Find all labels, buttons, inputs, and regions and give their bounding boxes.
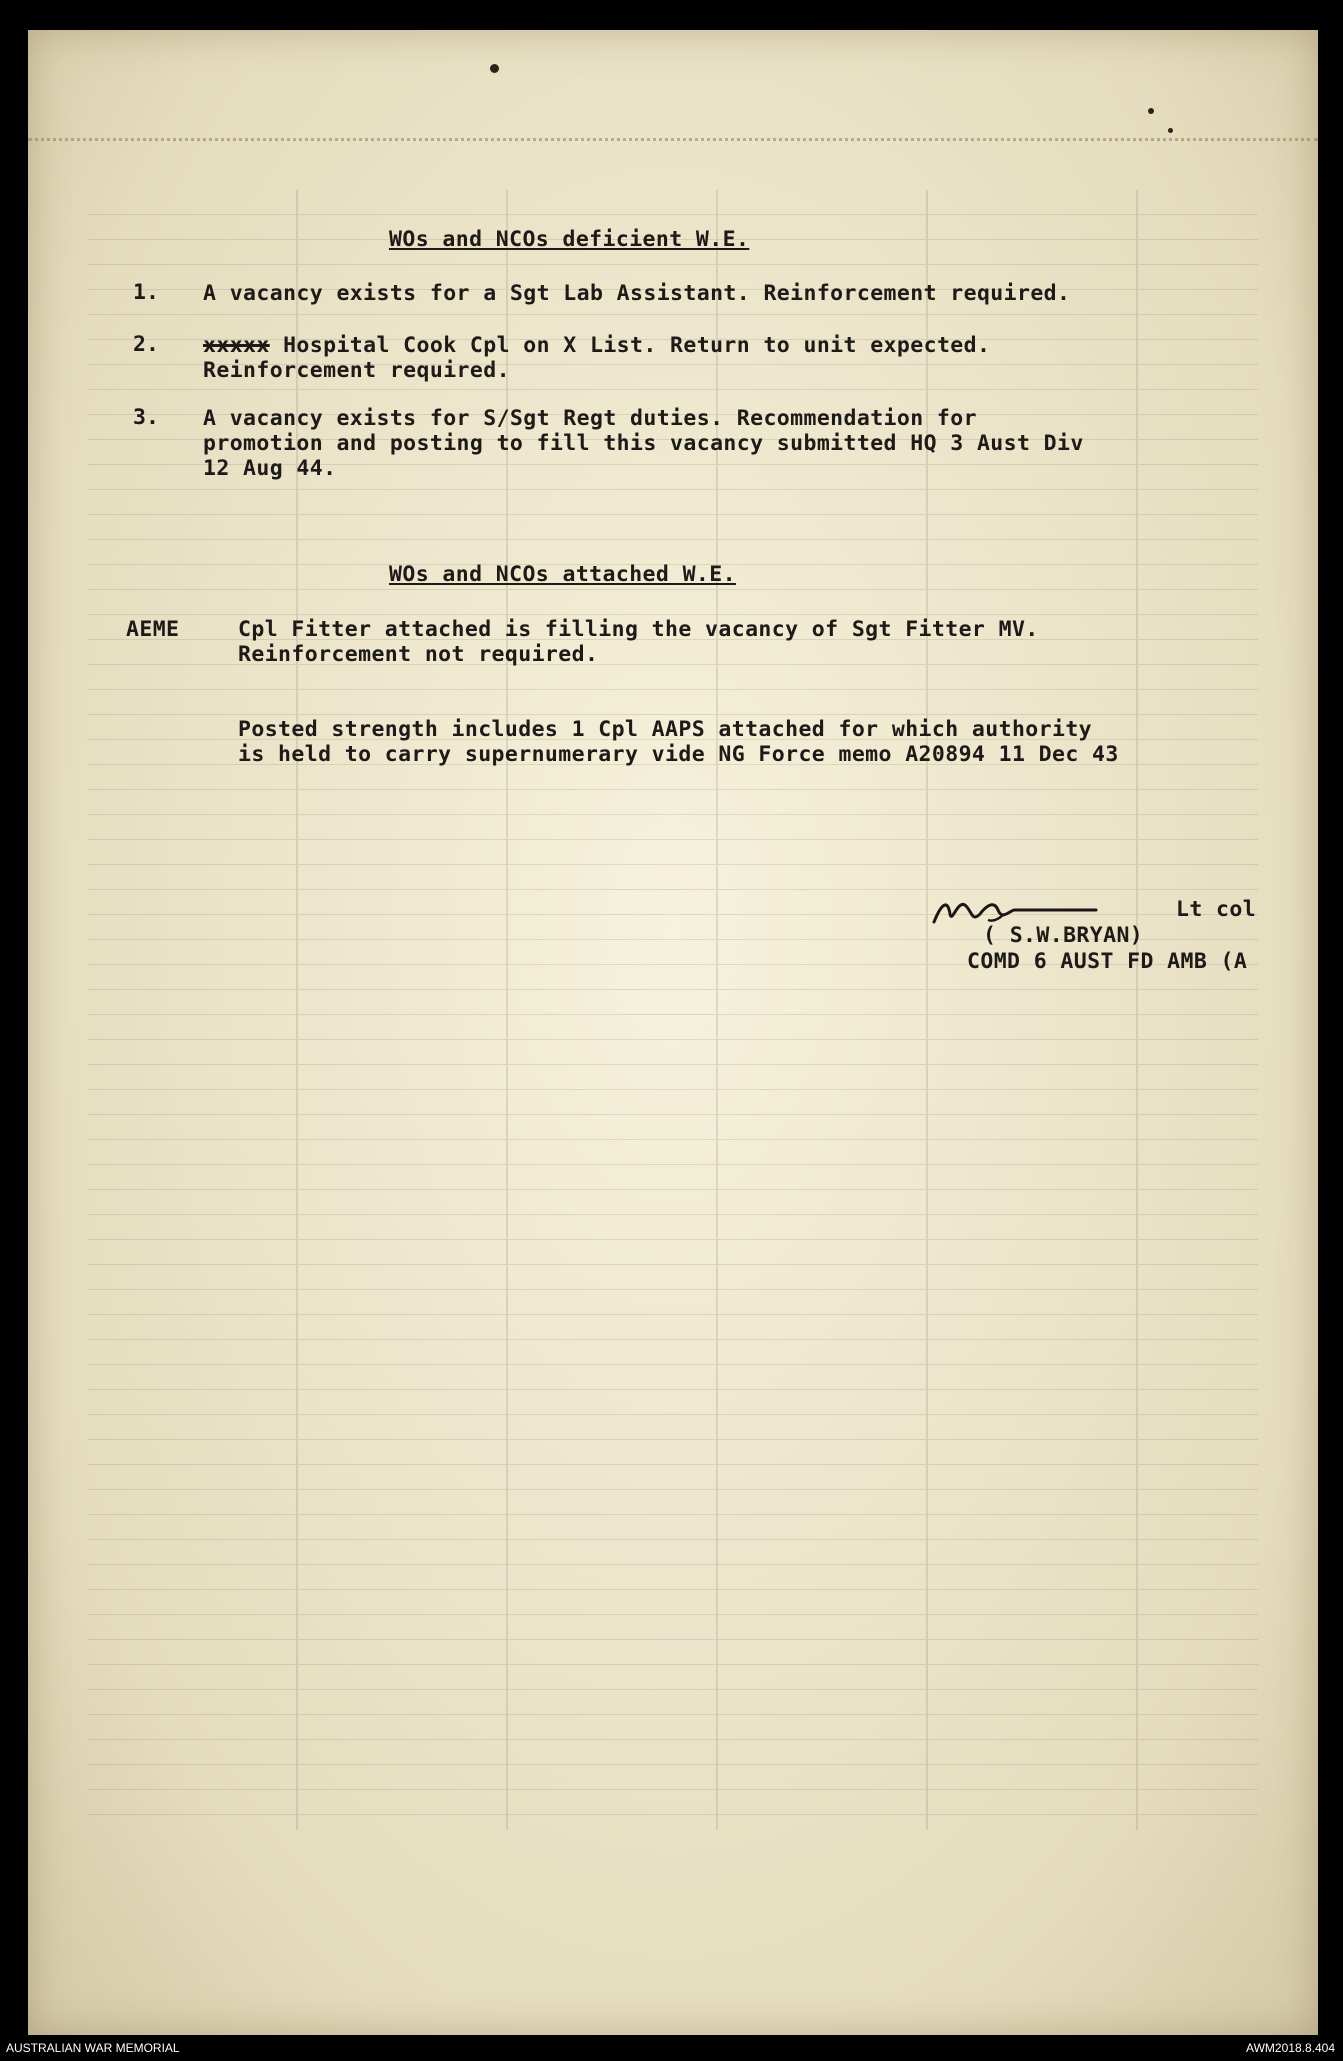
item-number: 3. (133, 405, 159, 430)
signatory-appointment: COMD 6 AUST FD AMB (A (967, 949, 1248, 974)
item-3-line-3: 12 Aug 44. (203, 456, 337, 481)
item-number: 2. (133, 332, 159, 357)
archive-reference: AWM2018.8.404 (1246, 2041, 1335, 2055)
attached-line-1: Cpl Fitter attached is filling the vacancy of Sgt Fitter MV. (238, 617, 1039, 642)
signature-block (928, 892, 1318, 1002)
document-page (28, 30, 1318, 2035)
punch-hole (1148, 108, 1154, 114)
item-number: 1. (133, 280, 159, 305)
signatory-rank: Lt col (1176, 897, 1257, 922)
perforation-line (28, 138, 1318, 141)
heading-deficient: WOs and NCOs deficient W.E. (389, 227, 750, 252)
item-3-line-2: promotion and posting to fill this vacancy submitted HQ 3 Aust Div (203, 431, 1084, 456)
punch-hole (1168, 128, 1173, 133)
punch-hole (490, 64, 499, 73)
archive-name: AUSTRALIAN WAR MEMORIAL (6, 2041, 180, 2055)
posted-line-2: is held to carry supernumerary vide NG Force memo A20894 11 Dec 43 (238, 742, 1119, 767)
item-1-line: A vacancy exists for a Sgt Lab Assistant. Reinforcement required. (203, 281, 1071, 306)
archive-footer (0, 2035, 1343, 2061)
item-3-line-1: A vacancy exists for S/Sgt Regt duties. Recommendation for (203, 406, 977, 431)
signatory-name: ( S.W.BRYAN) (983, 923, 1144, 948)
posted-line-1: Posted strength includes 1 Cpl AAPS attached for which authority (238, 717, 1093, 742)
attached-unit: AEME (126, 617, 180, 642)
heading-attached: WOs and NCOs attached W.E. (389, 562, 736, 587)
attached-line-2: Reinforcement not required. (238, 642, 599, 667)
item-2-line-1: xxxxx Hospital Cook Cpl on X List. Return to unit expected. (203, 333, 991, 358)
struck-text: xxxxx (203, 333, 270, 358)
item-2-line-2: Reinforcement required. (203, 358, 510, 383)
